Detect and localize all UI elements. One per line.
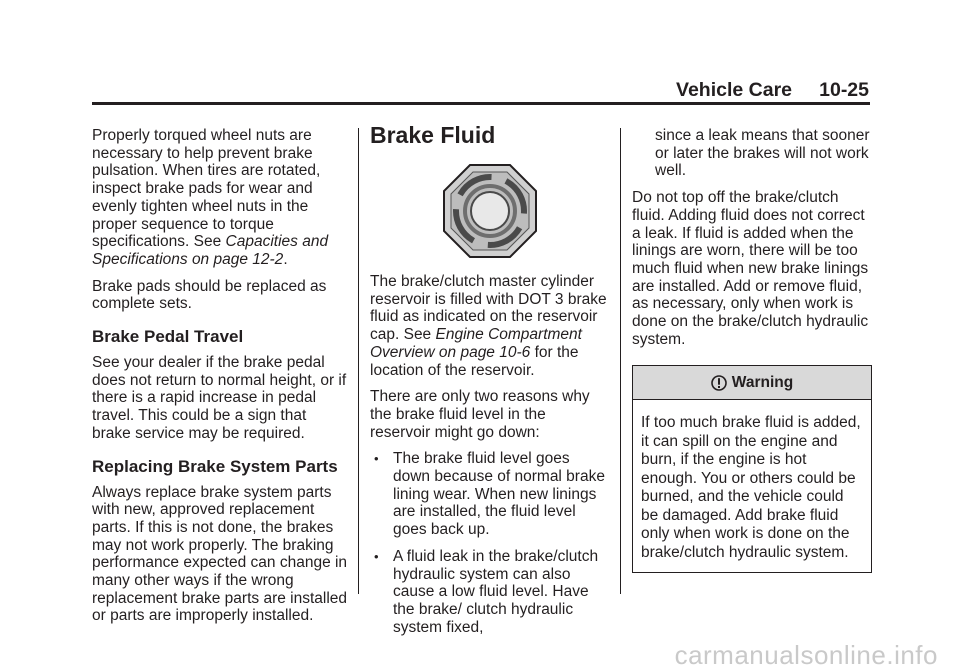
paragraph-pedal-travel: See your dealer if the brake pedal does not return to normal height, or if there is a rapid increase in pedal travel. This could be a sign that brake service may be required. (92, 354, 347, 442)
column-3 (632, 127, 872, 573)
paragraph-brake-pads: Brake pads should be replaced as complete sets. (92, 277, 327, 313)
column-divider-2 (620, 128, 621, 594)
header-rule (92, 102, 870, 105)
paragraph-two-reasons: There are only two reasons why the brake fluid level in the reservoir might go down: (370, 388, 590, 441)
page-number: 10-25 (819, 79, 869, 101)
reasons-list (370, 450, 610, 636)
heading-replacing-parts: Replacing Brake System Parts (92, 456, 338, 476)
list-item: • A fluid leak in the brake/clutch hydraulic system can also cause a low fluid level. Have the brake/ clutch hydraulic system fixed, (370, 548, 610, 637)
heading-brake-fluid: Brake Fluid (370, 122, 496, 148)
bullet-continuation: since a leak means that sooner or later the brakes will not work well. (655, 127, 870, 180)
warning-body: If too much brake fluid is added, it can spill on the engine and burn, if the engine is hot enough. You or others could be burned, and the vehicle could be damaged. Add brake fluid only when work is done on the brake/clutch hydraulic system. (641, 414, 861, 561)
watermark: carmanualsonline.info (674, 640, 938, 670)
cross-reference-capacities[interactable]: Capacities and Specifications on page 12-2 (92, 233, 329, 268)
page-header (676, 79, 869, 102)
paragraph-do-not-top-off: Do not top off the brake/clutch fluid. Adding fluid does not correct a leak. If fluid is added when the linings are worn, there will be too much fluid when new brake linings are installed. Add or remove fluid, as necessary, only when work is done on the brake/clutch hydraulic system. (632, 189, 869, 348)
column-2 (370, 121, 610, 645)
brake-fluid-reservoir-cap-icon (370, 163, 610, 259)
paragraph-wheel-nuts: Properly torqued wheel nuts are necessary to help prevent brake pulsation. When tires are rotated, inspect brake pads for wear and evenly tighten wheel nuts in the proper sequence to torque specifications. See Capacities and Specifications on page 12-2. (92, 127, 329, 268)
warning-icon (711, 375, 727, 391)
warning-header (633, 366, 871, 400)
cross-reference-engine-compartment[interactable]: Engine Compartment Overview on page 10-6 (370, 326, 582, 361)
warning-title: Warning (731, 374, 794, 392)
paragraph-master-cylinder: The brake/clutch master cylinder reservoir is filled with DOT 3 brake fluid as indicated on the reservoir cap. See Engine Compartment Overview on page 10-6 for the location of the reservoir. (370, 273, 607, 379)
list-item: • The brake fluid level goes down because of normal brake lining wear. When new linings are installed, the fluid level goes back up. (370, 450, 610, 539)
column-divider-1 (358, 128, 359, 594)
warning-box (632, 365, 872, 573)
paragraph-replacing-parts: Always replace brake system parts with new, approved replacement parts. If this is not done, the brakes may not work properly. The braking performance expected can change in many other ways if the wrong replacement brake parts are installed or parts are improperly installed. (92, 483, 348, 625)
heading-brake-pedal-travel: Brake Pedal Travel (92, 327, 244, 347)
column-1 (92, 127, 348, 634)
section-title: Vehicle Care (676, 79, 793, 101)
